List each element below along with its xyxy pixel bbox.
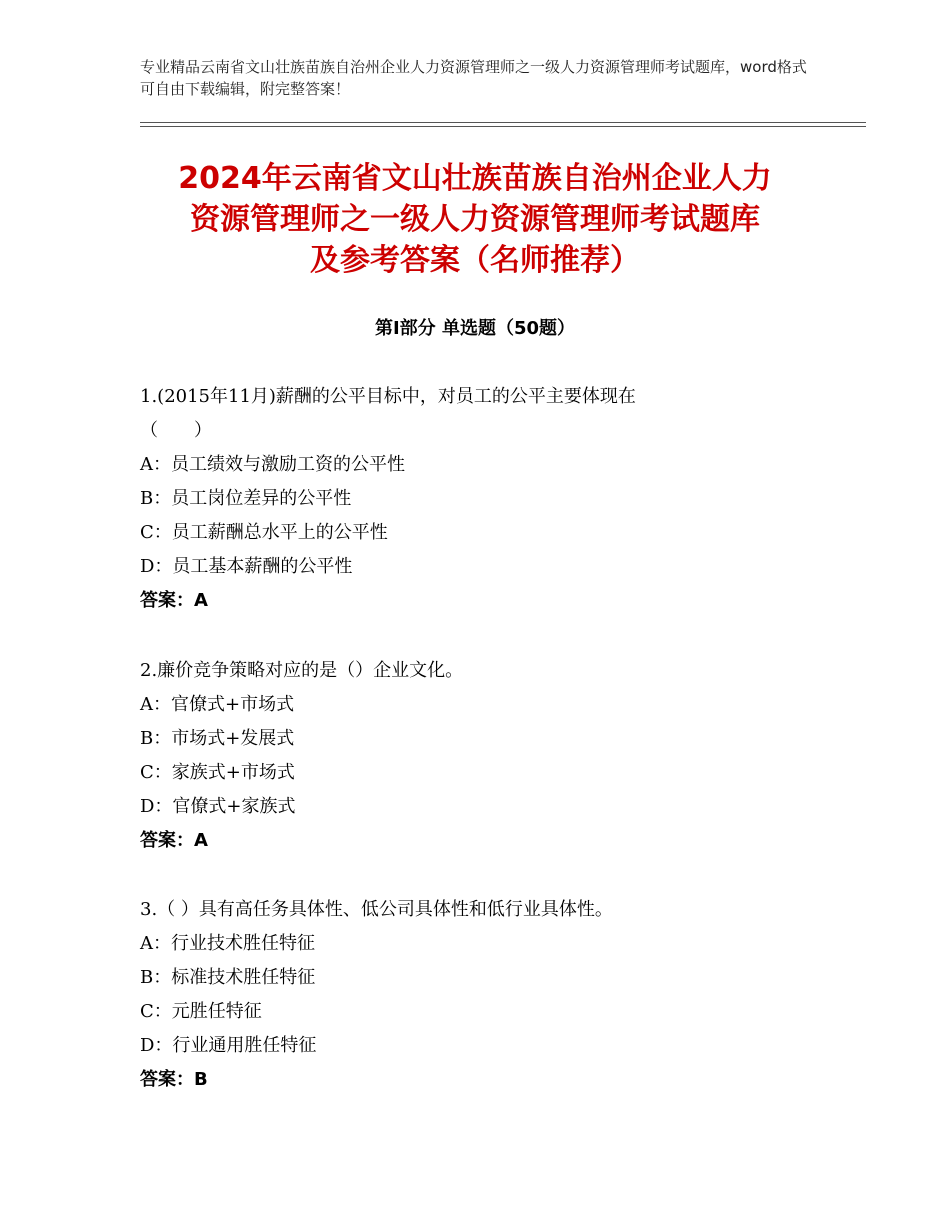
question-stem-continued: （ ）: [140, 420, 212, 441]
option-b: B：员工岗位差异的公平性: [140, 488, 352, 509]
title-line-3: 及参考答案（名师推荐）: [310, 243, 640, 278]
answer-label: 答案：A: [140, 590, 208, 611]
question-stem: 2.廉价竞争策略对应的是（）企业文化。: [140, 660, 464, 681]
question-1: [140, 380, 840, 618]
question-stem: 1.(2015年11月)薪酬的公平目标中，对员工的公平主要体现在: [140, 386, 636, 407]
option-b: B：标准技术胜任特征: [140, 967, 316, 988]
option-a: A：员工绩效与激励工资的公平性: [140, 454, 405, 475]
option-b: B：市场式+发展式: [140, 728, 295, 749]
answer-label: 答案：A: [140, 830, 208, 851]
option-c: C：员工薪酬总水平上的公平性: [140, 522, 388, 543]
option-a: A：官僚式+市场式: [140, 694, 295, 715]
option-d: D：官僚式+家族式: [140, 796, 296, 817]
page-header-text: 专业精品云南省文山壮族苗族自治州企业人力资源管理师之一级人力资源管理师考试题库，word格式可自由下载编辑，附完整答案！: [140, 58, 807, 98]
option-c: C：家族式+市场式: [140, 762, 295, 783]
question-stem: 3.（ ）具有高任务具体性、低公司具体性和低行业具体性。: [140, 899, 613, 920]
answer-label: 答案：B: [140, 1069, 208, 1090]
option-d: D：行业通用胜任特征: [140, 1035, 317, 1056]
header-rule-top: [140, 122, 866, 123]
document-title: [100, 158, 850, 281]
option-c: C：元胜任特征: [140, 1001, 262, 1022]
title-line-2: 资源管理师之一级人力资源管理师考试题库: [190, 202, 760, 237]
header-rule-bottom: [140, 126, 866, 127]
question-2: [140, 654, 840, 858]
question-3: [140, 893, 840, 1097]
section-heading: 第Ⅰ部分 单选题（50题）: [374, 318, 575, 339]
option-a: A：行业技术胜任特征: [140, 933, 315, 954]
title-line-1: 2024年云南省文山壮族苗族自治州企业人力: [178, 161, 772, 196]
option-d: D：员工基本薪酬的公平性: [140, 556, 353, 577]
